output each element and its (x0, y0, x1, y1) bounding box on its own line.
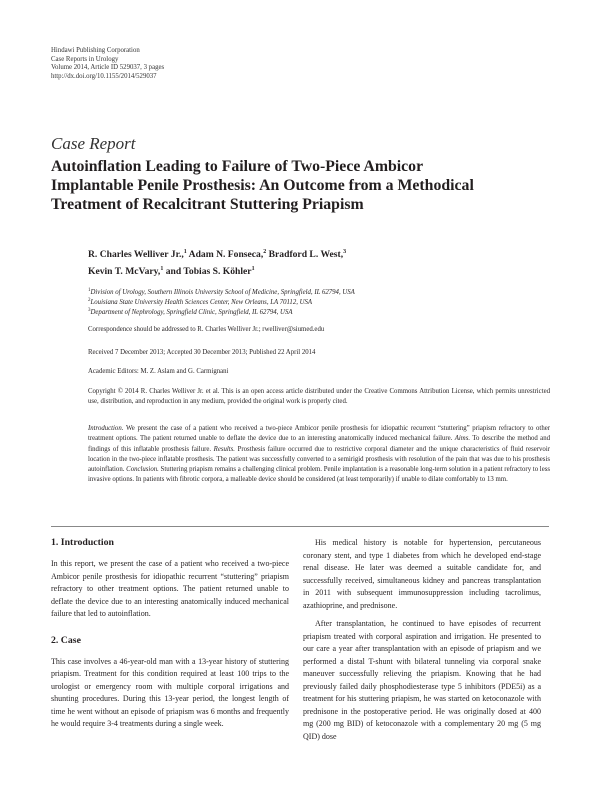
doi-link[interactable]: http://dx.doi.org/10.1155/2014/529037 (51, 72, 157, 80)
body-paragraph: This case involves a 46-year-old man with a 13-year history of stuttering priapism. Treatment for this condition required at least 100 trips to the urologist or emergency room with multiple corporal irrigations and shunting procedures. During this 13-year period, the longest length of time he went without an episode of priapism was 6 months and frequently he would require 3-4 treatments during a single week. (51, 656, 289, 728)
affiliations (88, 288, 355, 319)
journal-name: Case Reports in Urology (51, 55, 119, 63)
journal-header (51, 47, 164, 81)
title-line: Autoinflation Leading to Failure of Two-Piece Ambicor (51, 158, 424, 175)
author-affil-sup: 2 (263, 249, 267, 255)
publisher: Hindawi Publishing Corporation (51, 47, 140, 54)
academic-editors: Academic Editors: M. Z. Aslam and G. Carmignani (88, 368, 229, 375)
abstract-text: We present the case of a patient who received a two-piece Ambicor penile prosthesis for idiopathic recurrent “stuttering” priapism refractory to other treatment options. The patient returned unable to deflate the device due to an interesting anatomically induced mechanical failure. (88, 425, 550, 443)
title-line: Implantable Penile Prosthesis: An Outcome from a Methodical (51, 177, 474, 195)
copyright-notice: Copyright © 2014 R. Charles Welliver Jr. et al. This is an open access article distributed under the Creative Commons Attribution License, which permits unrestricted use, distribution, and reproduction in any medium, provided the original work is properly cited. (88, 388, 550, 406)
section-divider (51, 526, 549, 527)
volume-info: Volume 2014, Article ID 529037, 3 pages (51, 64, 165, 72)
author: and Tobias S. Köhler (163, 266, 252, 277)
affiliation: $^3$Department of Nephrology, Springfield Clinic, Springfield, IL 62794, USA (88, 308, 293, 317)
body-paragraph: After transplantation, he continued to have episodes of recurrent priapism treated with corporal aspiration and irrigation. He presented to our care a year after transplantation with an episode of priapism and we performed a distal T-shunt with bilateral tunneling via corporal snake maneuver successfully relieving the priapism. Knowing that he had previously failed daily phosphodiesterase type 5 inhibitors (PDE5i) as a treatment for his stuttering priapism, he was started on ketoconazole with prednisone in the postoperative period. He was originally dosed at 400 mg (200 mg BID) of ketoconazole with a complementary 20 mg (5 mg QID) dose (303, 619, 541, 741)
author-affil-sup: 1 (160, 266, 164, 272)
author: Adam N. Fonseca, (186, 249, 264, 260)
author: Bradford L. West, (266, 249, 344, 260)
author: Kevin T. McVary, (88, 266, 161, 277)
affiliation: $^1$Division of Urology, Southern Illinois University School of Medicine, Springfield, IL 62794, USA (88, 288, 355, 296)
section-heading: 1. Introduction (51, 537, 114, 548)
article-title (51, 157, 551, 215)
title-line: Treatment of Recalcitrant Stuttering Priapism (51, 196, 364, 214)
correspondence: Correspondence should be addressed to R. Charles Welliver Jr.; rwelliver@siumed.edu (88, 326, 325, 333)
left-column (51, 537, 289, 731)
author-list (88, 246, 558, 280)
abstract-text: Stuttering priapism remains a challenging clinical problem. Penile implantation is a reasonable long-term solution in a patient refractory to less invasive options. In patients with fibrotic corpora, a malleable device should be considered (at least temporarily) if unable to dilate comfortably to 13 mm. (88, 466, 550, 484)
abstract-text: To describe the method and findings of this inflatable prosthesis failure. (88, 435, 550, 453)
author-affil-sup: 1 (183, 249, 187, 255)
article-dates: Received 7 December 2013; Accepted 30 December 2013; Published 22 April 2014 (88, 349, 316, 356)
abstract-label: Introduction. (88, 425, 124, 432)
right-column (303, 537, 541, 743)
author-affil-sup: 3 (343, 249, 347, 255)
body-paragraph: In this report, we present the case of a patient who received a two-piece Ambicor penile prosthesis for idiopathic recurrent “stuttering” priapism refractory to other treatment options. The patient returned unable to deflate the device due to an interesting anatomically induced mechanical failure that led to autoinflation. (51, 559, 289, 618)
author-affil-sup: 1 (251, 266, 255, 272)
abstract-label: Conclusion. (126, 466, 159, 474)
article-type: Case Report (51, 134, 136, 153)
abstract-text: Prosthesis failure occurred due to restrictive corporal diameter and the unique characteristics of fluid reservoir location in the two-piece inflatable prosthesis. The patient was successfully converted to a semirigid prosthesis with resolution of the pain that was due to his prosthesis autoinflation. (88, 445, 550, 474)
abstract-label: Results. (213, 445, 236, 453)
affiliation: $^2$Louisiana State University Health Sciences Center, New Orleans, LA 70112, USA (88, 298, 313, 307)
author: R. Charles Welliver Jr., (88, 249, 184, 260)
abstract (88, 424, 550, 486)
body-paragraph: His medical history is notable for hypertension, percutaneous coronary stent, and type 1 diabetes from which he developed end-stage renal disease. He later was deemed a suitable candidate for, and successfully received, simultaneous kidney and pancreas transplantation in 2011 with subsequent immunosuppression including tacrolimus, azathioprine, and prednisone. (303, 538, 541, 610)
section-heading: 2. Case (51, 634, 81, 646)
abstract-label: Aims. (454, 435, 471, 443)
